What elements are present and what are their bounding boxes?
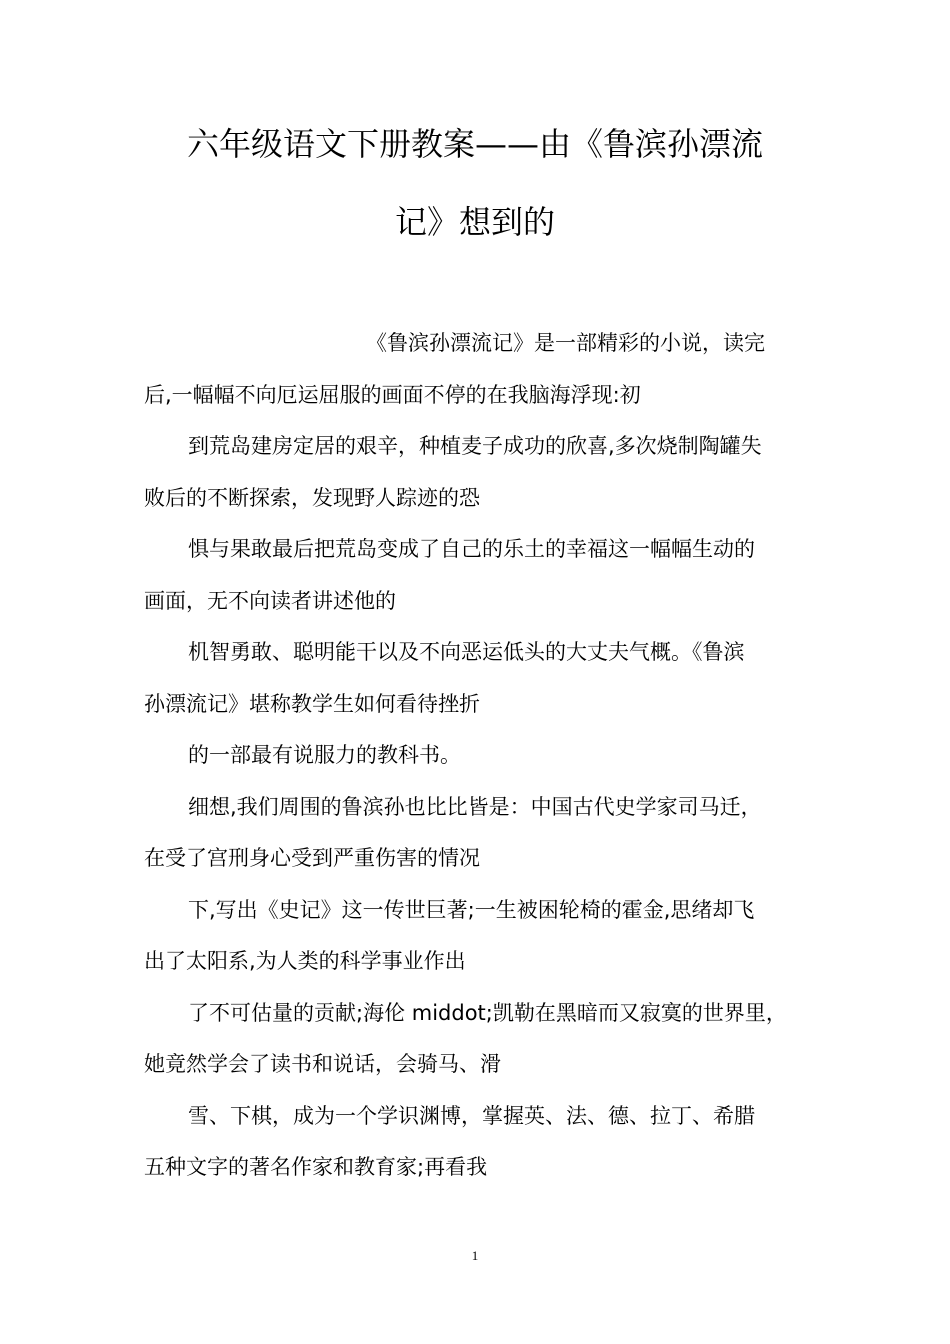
text-line-10: 细想,我们周围的鲁滨孙也比比皆是：中国古代史学家司马迁， — [188, 795, 762, 819]
text-line-13: 出了太阳系,为人类的科学事业作出 — [144, 949, 466, 973]
text-line-12: 下,写出《史记》这一传世巨著;一生被困轮椅的霍金,思绪却飞 — [188, 898, 755, 922]
text-line-15: 她竟然学会了读书和说话，会骑马、滑 — [144, 1052, 501, 1076]
text-line-2: 后,一幅幅不向厄运屈服的画面不停的在我脑海浮现:初 — [144, 383, 641, 407]
text-line-6: 画面，无不向读者讲述他的 — [144, 589, 396, 613]
text-line-7: 机智勇敢、聪明能干以及不向恶运低头的大丈夫气概。《鲁滨 — [188, 640, 745, 664]
document-title-line-2: 记》想到的 — [394, 203, 555, 241]
text-line-16: 雪、下棋，成为一个学识渊博，掌握英、法、德、拉丁、希腊 — [188, 1104, 755, 1128]
page-number: 1 — [471, 1248, 479, 1263]
text-line-9: 的一部最有说服力的教科书。 — [188, 743, 461, 767]
text-line-5: 惧与果敢最后把荒岛变成了自己的乐土的幸福这一幅幅生动的 — [188, 537, 755, 561]
text-line-17: 五种文字的著名作家和教育家;再看我 — [144, 1155, 488, 1179]
text-line-4: 败后的不断探索，发现野人踪迹的恐 — [144, 486, 480, 510]
text-line-11: 在受了宫刑身心受到严重伤害的情况 — [144, 846, 480, 870]
text-line-3: 到荒岛建房定居的艰辛，种植麦子成功的欣喜,多次烧制陶罐失 — [188, 434, 762, 458]
text-line-8: 孙漂流记》堪称教学生如何看待挫折 — [144, 692, 480, 716]
text-line-1: 《鲁滨孙漂流记》是一部精彩的小说，读完 — [366, 331, 765, 355]
text-line-14: 了不可估量的贡献;海伦 middot;凯勒在黑暗而又寂寞的世界里， — [188, 1001, 787, 1025]
document-title-line-1: 六年级语文下册教案——由《鲁滨孙漂流 — [186, 125, 763, 163]
